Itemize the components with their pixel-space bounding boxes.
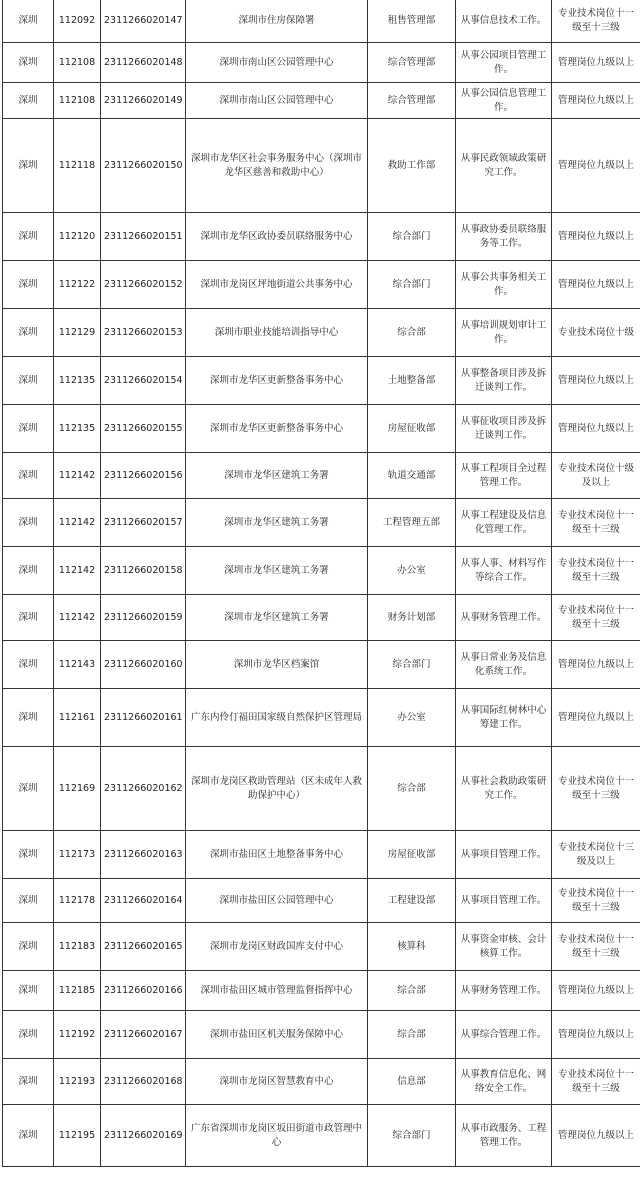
cell-city: 深圳 bbox=[3, 261, 54, 309]
cell-department: 核算科 bbox=[368, 923, 456, 971]
cell-unit-code: 112108 bbox=[54, 43, 101, 83]
cell-department: 综合部门 bbox=[368, 641, 456, 689]
cell-department: 综合管理部 bbox=[368, 83, 456, 119]
cell-position-id: 2311266020162 bbox=[101, 747, 186, 831]
table-row bbox=[3, 1059, 640, 1105]
table-row bbox=[3, 1011, 640, 1059]
cell-duty: 从事综合管理工作。 bbox=[456, 1011, 552, 1059]
cell-duty: 从事工程建设及信息化管理工作。 bbox=[456, 499, 552, 547]
table-row bbox=[3, 831, 640, 879]
cell-duty: 从事公园信息管理工作。 bbox=[456, 83, 552, 119]
cell-unit-code: 112118 bbox=[54, 119, 101, 213]
table-row bbox=[3, 405, 640, 453]
cell-city: 深圳 bbox=[3, 499, 54, 547]
cell-department: 房屋征收部 bbox=[368, 831, 456, 879]
cell-unit-code: 112129 bbox=[54, 309, 101, 357]
table-row bbox=[3, 357, 640, 405]
cell-department: 办公室 bbox=[368, 689, 456, 747]
cell-position-id: 2311266020161 bbox=[101, 689, 186, 747]
cell-duty: 从事工程项目全过程管理工作。 bbox=[456, 453, 552, 499]
cell-position-id: 2311266020153 bbox=[101, 309, 186, 357]
cell-unit-name: 深圳市盐田区城市管理监督指挥中心 bbox=[186, 971, 368, 1011]
cell-city: 深圳 bbox=[3, 1011, 54, 1059]
cell-city: 深圳 bbox=[3, 747, 54, 831]
cell-unit-code: 112143 bbox=[54, 641, 101, 689]
cell-department: 财务计划部 bbox=[368, 595, 456, 641]
cell-level: 管理岗位九级以上 bbox=[552, 213, 640, 261]
cell-position-id: 2311266020167 bbox=[101, 1011, 186, 1059]
cell-unit-name: 深圳市龙华区建筑工务署 bbox=[186, 547, 368, 595]
table-row bbox=[3, 971, 640, 1011]
cell-level: 专业技术岗位十一级至十三级 bbox=[552, 923, 640, 971]
cell-department: 综合部 bbox=[368, 747, 456, 831]
cell-position-id: 2311266020154 bbox=[101, 357, 186, 405]
cell-level: 专业技术岗位十级及以上 bbox=[552, 453, 640, 499]
cell-position-id: 2311266020159 bbox=[101, 595, 186, 641]
cell-unit-code: 112108 bbox=[54, 83, 101, 119]
cell-unit-code: 112142 bbox=[54, 499, 101, 547]
cell-unit-name: 深圳市盐田区土地整备事务中心 bbox=[186, 831, 368, 879]
cell-duty: 从事项目管理工作。 bbox=[456, 831, 552, 879]
cell-unit-name: 深圳市盐田区公园管理中心 bbox=[186, 879, 368, 923]
table-row bbox=[3, 747, 640, 831]
cell-city: 深圳 bbox=[3, 83, 54, 119]
table-row bbox=[3, 689, 640, 747]
cell-level: 管理岗位九级以上 bbox=[552, 971, 640, 1011]
table-row bbox=[3, 0, 640, 43]
cell-unit-code: 112169 bbox=[54, 747, 101, 831]
cell-level: 专业技术岗位十一级至十三级 bbox=[552, 747, 640, 831]
cell-unit-code: 112161 bbox=[54, 689, 101, 747]
cell-city: 深圳 bbox=[3, 923, 54, 971]
cell-duty: 从事民政领域政策研究工作。 bbox=[456, 119, 552, 213]
table-row bbox=[3, 923, 640, 971]
cell-department: 轨道交通部 bbox=[368, 453, 456, 499]
cell-unit-code: 112195 bbox=[54, 1105, 101, 1167]
cell-city: 深圳 bbox=[3, 119, 54, 213]
cell-level: 管理岗位九级以上 bbox=[552, 689, 640, 747]
cell-department: 综合部 bbox=[368, 971, 456, 1011]
cell-department: 工程建设部 bbox=[368, 879, 456, 923]
cell-unit-name: 深圳市龙华区更新整备事务中心 bbox=[186, 357, 368, 405]
cell-unit-code: 112142 bbox=[54, 547, 101, 595]
cell-department: 房屋征收部 bbox=[368, 405, 456, 453]
cell-unit-name: 深圳市龙华区更新整备事务中心 bbox=[186, 405, 368, 453]
cell-position-id: 2311266020148 bbox=[101, 43, 186, 83]
cell-level: 管理岗位九级以上 bbox=[552, 1105, 640, 1167]
cell-level: 专业技术岗位十三级及以上 bbox=[552, 831, 640, 879]
cell-unit-code: 112173 bbox=[54, 831, 101, 879]
cell-level: 管理岗位九级以上 bbox=[552, 261, 640, 309]
cell-department: 综合部门 bbox=[368, 261, 456, 309]
cell-city: 深圳 bbox=[3, 213, 54, 261]
cell-position-id: 2311266020158 bbox=[101, 547, 186, 595]
table-row bbox=[3, 1105, 640, 1167]
cell-unit-name: 深圳市住房保障署 bbox=[186, 0, 368, 43]
cell-position-id: 2311266020168 bbox=[101, 1059, 186, 1105]
cell-unit-name: 深圳市龙华区社会事务服务中心（深圳市龙华区慈善和救助中心） bbox=[186, 119, 368, 213]
cell-unit-name: 深圳市职业技能培训指导中心 bbox=[186, 309, 368, 357]
cell-unit-name: 深圳市龙岗区救助管理站（区未成年人救助保护中心） bbox=[186, 747, 368, 831]
cell-duty: 从事市政服务、工程管理工作。 bbox=[456, 1105, 552, 1167]
cell-city: 深圳 bbox=[3, 879, 54, 923]
cell-unit-name: 广东内伶仃福田国家级自然保护区管理局 bbox=[186, 689, 368, 747]
cell-department: 综合部 bbox=[368, 1011, 456, 1059]
cell-level: 管理岗位九级以上 bbox=[552, 405, 640, 453]
cell-position-id: 2311266020165 bbox=[101, 923, 186, 971]
cell-city: 深圳 bbox=[3, 453, 54, 499]
cell-department: 租售管理部 bbox=[368, 0, 456, 43]
table-row bbox=[3, 83, 640, 119]
cell-department: 工程管理五部 bbox=[368, 499, 456, 547]
cell-duty: 从事公园项目管理工作。 bbox=[456, 43, 552, 83]
cell-level: 专业技术岗位十一级至十三级 bbox=[552, 499, 640, 547]
cell-unit-name: 深圳市龙华区政协委员联络服务中心 bbox=[186, 213, 368, 261]
cell-position-id: 2311266020156 bbox=[101, 453, 186, 499]
cell-duty: 从事征收项目涉及拆迁谈判工作。 bbox=[456, 405, 552, 453]
cell-unit-name: 深圳市龙岗区财政国库支付中心 bbox=[186, 923, 368, 971]
positions-table bbox=[2, 0, 640, 1167]
cell-duty: 从事教育信息化、网络安全工作。 bbox=[456, 1059, 552, 1105]
table-row bbox=[3, 261, 640, 309]
cell-duty: 从事整备项目涉及拆迁谈判工作。 bbox=[456, 357, 552, 405]
cell-department: 综合部 bbox=[368, 309, 456, 357]
cell-unit-code: 112142 bbox=[54, 453, 101, 499]
cell-duty: 从事资金审核、会计核算工作。 bbox=[456, 923, 552, 971]
cell-duty: 从事财务管理工作。 bbox=[456, 971, 552, 1011]
cell-position-id: 2311266020160 bbox=[101, 641, 186, 689]
cell-city: 深圳 bbox=[3, 1105, 54, 1167]
cell-city: 深圳 bbox=[3, 0, 54, 43]
cell-department: 土地整备部 bbox=[368, 357, 456, 405]
cell-level: 管理岗位九级以上 bbox=[552, 119, 640, 213]
cell-city: 深圳 bbox=[3, 831, 54, 879]
cell-unit-name: 深圳市龙岗区坪地街道公共事务中心 bbox=[186, 261, 368, 309]
cell-unit-code: 112192 bbox=[54, 1011, 101, 1059]
cell-level: 专业技术岗位十一级至十三级 bbox=[552, 0, 640, 43]
cell-unit-name: 深圳市南山区公园管理中心 bbox=[186, 83, 368, 119]
table-row bbox=[3, 453, 640, 499]
cell-city: 深圳 bbox=[3, 547, 54, 595]
cell-unit-name: 深圳市龙华区建筑工务署 bbox=[186, 453, 368, 499]
cell-unit-name: 深圳市龙岗区智慧教育中心 bbox=[186, 1059, 368, 1105]
cell-duty: 从事政协委员联络服务等工作。 bbox=[456, 213, 552, 261]
cell-position-id: 2311266020164 bbox=[101, 879, 186, 923]
cell-city: 深圳 bbox=[3, 641, 54, 689]
cell-department: 信息部 bbox=[368, 1059, 456, 1105]
cell-position-id: 2311266020147 bbox=[101, 0, 186, 43]
table-row bbox=[3, 595, 640, 641]
cell-level: 专业技术岗位十一级至十三级 bbox=[552, 595, 640, 641]
table-row bbox=[3, 879, 640, 923]
table-row bbox=[3, 641, 640, 689]
cell-level: 管理岗位九级以上 bbox=[552, 357, 640, 405]
cell-level: 专业技术岗位十一级至十三级 bbox=[552, 879, 640, 923]
cell-position-id: 2311266020149 bbox=[101, 83, 186, 119]
cell-city: 深圳 bbox=[3, 971, 54, 1011]
cell-unit-code: 112185 bbox=[54, 971, 101, 1011]
cell-unit-code: 112178 bbox=[54, 879, 101, 923]
cell-position-id: 2311266020152 bbox=[101, 261, 186, 309]
cell-level: 管理岗位九级以上 bbox=[552, 641, 640, 689]
cell-position-id: 2311266020150 bbox=[101, 119, 186, 213]
cell-duty: 从事项目管理工作。 bbox=[456, 879, 552, 923]
cell-unit-name: 深圳市龙华区档案馆 bbox=[186, 641, 368, 689]
cell-department: 综合管理部 bbox=[368, 43, 456, 83]
table-row bbox=[3, 43, 640, 83]
cell-duty: 从事信息技术工作。 bbox=[456, 0, 552, 43]
cell-duty: 从事国际红树林中心筹建工作。 bbox=[456, 689, 552, 747]
cell-duty: 从事财务管理工作。 bbox=[456, 595, 552, 641]
cell-level: 专业技术岗位十级 bbox=[552, 309, 640, 357]
cell-department: 救助工作部 bbox=[368, 119, 456, 213]
cell-unit-code: 112120 bbox=[54, 213, 101, 261]
cell-position-id: 2311266020157 bbox=[101, 499, 186, 547]
cell-level: 专业技术岗位十一级至十三级 bbox=[552, 547, 640, 595]
cell-city: 深圳 bbox=[3, 689, 54, 747]
table-body bbox=[3, 0, 640, 1167]
cell-duty: 从事社会救助政策研究工作。 bbox=[456, 747, 552, 831]
cell-unit-name: 深圳市盐田区机关服务保障中心 bbox=[186, 1011, 368, 1059]
cell-unit-name: 广东省深圳市龙岗区坂田街道市政管理中心 bbox=[186, 1105, 368, 1167]
cell-position-id: 2311266020151 bbox=[101, 213, 186, 261]
cell-unit-name: 深圳市龙华区建筑工务署 bbox=[186, 595, 368, 641]
cell-unit-code: 112135 bbox=[54, 405, 101, 453]
table-row bbox=[3, 119, 640, 213]
table-row bbox=[3, 499, 640, 547]
cell-level: 管理岗位九级以上 bbox=[552, 1011, 640, 1059]
table-row bbox=[3, 547, 640, 595]
cell-position-id: 2311266020169 bbox=[101, 1105, 186, 1167]
cell-unit-code: 112193 bbox=[54, 1059, 101, 1105]
cell-unit-code: 112142 bbox=[54, 595, 101, 641]
cell-city: 深圳 bbox=[3, 43, 54, 83]
cell-unit-code: 112092 bbox=[54, 0, 101, 43]
cell-city: 深圳 bbox=[3, 1059, 54, 1105]
table-row bbox=[3, 309, 640, 357]
cell-city: 深圳 bbox=[3, 595, 54, 641]
cell-city: 深圳 bbox=[3, 357, 54, 405]
cell-department: 综合部门 bbox=[368, 213, 456, 261]
cell-unit-code: 112135 bbox=[54, 357, 101, 405]
cell-city: 深圳 bbox=[3, 309, 54, 357]
table-row bbox=[3, 213, 640, 261]
cell-duty: 从事培训规划审计工作。 bbox=[456, 309, 552, 357]
cell-duty: 从事人事、材料写作等综合工作。 bbox=[456, 547, 552, 595]
cell-unit-name: 深圳市南山区公园管理中心 bbox=[186, 43, 368, 83]
cell-unit-code: 112183 bbox=[54, 923, 101, 971]
cell-unit-name: 深圳市龙华区建筑工务署 bbox=[186, 499, 368, 547]
cell-position-id: 2311266020163 bbox=[101, 831, 186, 879]
cell-department: 综合部门 bbox=[368, 1105, 456, 1167]
cell-department: 办公室 bbox=[368, 547, 456, 595]
cell-position-id: 2311266020155 bbox=[101, 405, 186, 453]
cell-unit-code: 112122 bbox=[54, 261, 101, 309]
cell-position-id: 2311266020166 bbox=[101, 971, 186, 1011]
cell-level: 管理岗位九级以上 bbox=[552, 83, 640, 119]
cell-level: 专业技术岗位十一级至十三级 bbox=[552, 1059, 640, 1105]
cell-duty: 从事公共事务相关工作。 bbox=[456, 261, 552, 309]
cell-city: 深圳 bbox=[3, 405, 54, 453]
cell-duty: 从事日常业务及信息化系统工作。 bbox=[456, 641, 552, 689]
cell-level: 管理岗位九级以上 bbox=[552, 43, 640, 83]
